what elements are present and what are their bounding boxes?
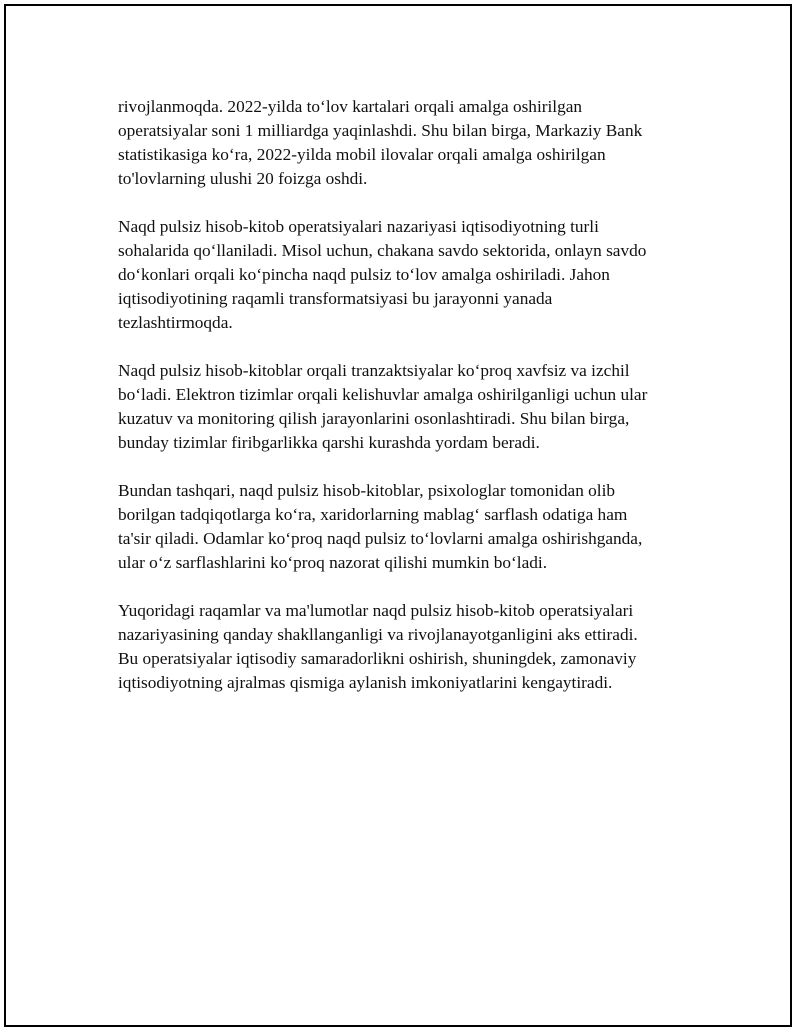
text-line: Naqd pulsiz hisob-kitoblar orqali tranzaktsiyalar ko‘proq xavfsiz va izchil <box>118 361 630 380</box>
text-line: Bu operatsiyalar iqtisodiy samaradorlikni oshirish, shuningdek, zamonaviy <box>118 649 637 668</box>
text-line: operatsiyalar soni 1 milliardga yaqinlashdi. Shu bilan birga, Markaziy Bank <box>118 121 643 140</box>
text-line: iqtisodiyotining raqamli transformatsiyasi bu jarayonni yanada <box>118 289 553 308</box>
text-line: Bundan tashqari, naqd pulsiz hisob-kitoblar, psixologlar tomonidan olib <box>118 481 616 500</box>
text-line: bunday tizimlar firibgarlikka qarshi kurashda yordam beradi. <box>118 433 540 452</box>
text-line: ta'sir qiladi. Odamlar ko‘proq naqd pulsiz to‘lovlarni amalga oshirishganda, <box>118 529 643 548</box>
text-line: kuzatuv va monitoring qilish jarayonlarini osonlashtiradi. Shu bilan birga, <box>118 409 630 428</box>
paragraph-2 <box>118 215 698 335</box>
text-line: sohalarida qo‘llaniladi. Misol uchun, chakana savdo sektorida, onlayn savdo <box>118 241 647 260</box>
paragraph-3 <box>118 359 698 455</box>
paragraph-1 <box>118 95 698 191</box>
paragraph-5 <box>118 599 698 695</box>
text-line: ular o‘z sarflashlarini ko‘proq nazorat qilishi mumkin bo‘ladi. <box>118 553 548 572</box>
text-line: to'lovlarning ulushi 20 foizga oshdi. <box>118 169 368 188</box>
text-line: nazariyasining qanday shakllanganligi va rivojlanayotganligini aks ettiradi. <box>118 625 638 644</box>
text-line: Naqd pulsiz hisob-kitob operatsiyalari nazariyasi iqtisodiyotning turli <box>118 217 599 236</box>
text-line: statistikasiga ko‘ra, 2022-yilda mobil ilovalar orqali amalga oshirilgan <box>118 145 606 164</box>
document-body <box>118 95 698 719</box>
text-line: tezlashtirmoqda. <box>118 313 233 332</box>
text-line: bo‘ladi. Elektron tizimlar orqali kelishuvlar amalga oshirilganligi uchun ular <box>118 385 648 404</box>
text-line: rivojlanmoqda. 2022-yilda to‘lov kartalari orqali amalga oshirilgan <box>118 97 583 116</box>
text-line: iqtisodiyotning ajralmas qismiga aylanish imkoniyatlarini kengaytiradi. <box>118 673 613 692</box>
text-line: borilgan tadqiqotlarga ko‘ra, xaridorlarning mablag‘ sarflash odatiga ham <box>118 505 628 524</box>
text-line: do‘konlari orqali ko‘pincha naqd pulsiz to‘lov amalga oshiriladi. Jahon <box>118 265 610 284</box>
paragraph-4 <box>118 479 698 575</box>
text-line: Yuqoridagi raqamlar va ma'lumotlar naqd pulsiz hisob-kitob operatsiyalari <box>118 601 634 620</box>
